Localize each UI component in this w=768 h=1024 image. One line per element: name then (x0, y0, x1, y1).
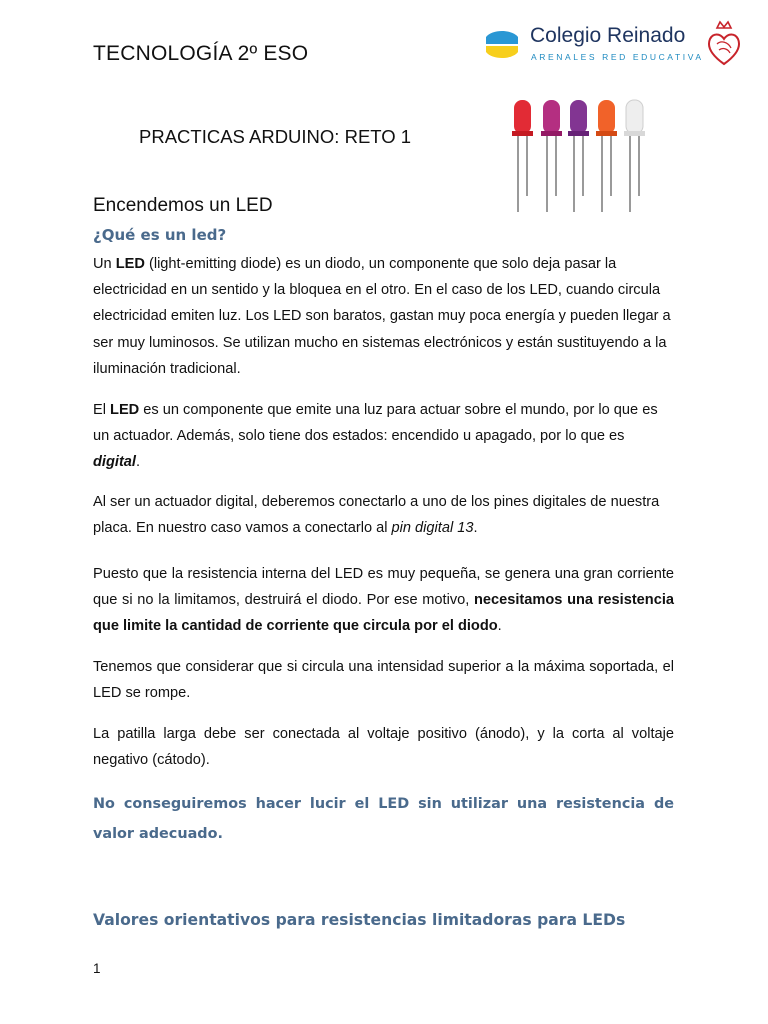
logo-name: Colegio Reinado (530, 24, 686, 47)
question-heading: ¿Qué es un led? (93, 226, 227, 244)
paragraph-led-definition: Un LED (light-emitting diode) es un diodo, un componente que solo deja pasar la electricidad en un sentido y la bloquea en el otro. En el caso de los LED, cuando circula electricidad emiten luz. Los LED son baratos, gastan muy poca energía y pueden llegar a ser muy luminosos. Se utilizan mucho en sistemas electrónicos y están sustituyendo a la iluminación tradicional. (93, 256, 671, 377)
section-title: Encendemos un LED (93, 195, 273, 216)
led-white (624, 100, 645, 212)
course-title: TECNOLOGÍA 2º ESO (93, 42, 309, 65)
resistor-values-heading: Valores orientativos para resistencias limitadoras para LEDs (93, 911, 626, 929)
resistor-note: No conseguiremos hacer lucir el LED sin utilizar una resistencia de valor adecuado. (93, 796, 674, 842)
led-red (512, 100, 533, 212)
school-logo (484, 20, 746, 70)
page-number: 1 (93, 961, 101, 976)
paragraph-resistance: Puesto que la resistencia interna del LED es muy pequeña, se genera una gran corriente que si no la limitamos, destruirá el diodo. Por ese motivo, necesitamos una resistencia que limite la cantidad de corriente que circula por el diodo. (93, 566, 674, 635)
logo-subtitle: ARENALES RED EDUCATIVA (531, 52, 704, 62)
led-magenta (541, 100, 562, 212)
led-orange (596, 100, 617, 212)
paragraph-polarity: La patilla larga debe ser conectada al voltaje positivo (ánodo), y la corta al voltaje negativo (cátodo). (93, 726, 674, 769)
document-title: PRACTICAS ARDUINO: RETO 1 (139, 126, 412, 147)
paragraph-led-actuator: El LED es un componente que emite una luz para actuar sobre el mundo, por lo que es un actuador. Además, solo tiene dos estados: encendido u apagado, por lo que es digital. (93, 402, 658, 471)
led-photo-illustration (506, 98, 652, 220)
logo-mark-icon (484, 28, 520, 62)
paragraph-digital-pin: Al ser un actuador digital, deberemos conectarlo a uno de los pines digitales de nuestra placa. En nuestro caso vamos a conectarlo al pin digital 13. (93, 494, 660, 537)
crown-heart-seal-icon (704, 20, 744, 68)
led-purple (568, 100, 589, 212)
paragraph-max-current: Tenemos que considerar que si circula una intensidad superior a la máxima soportada, el LED se rompe. (93, 659, 674, 702)
